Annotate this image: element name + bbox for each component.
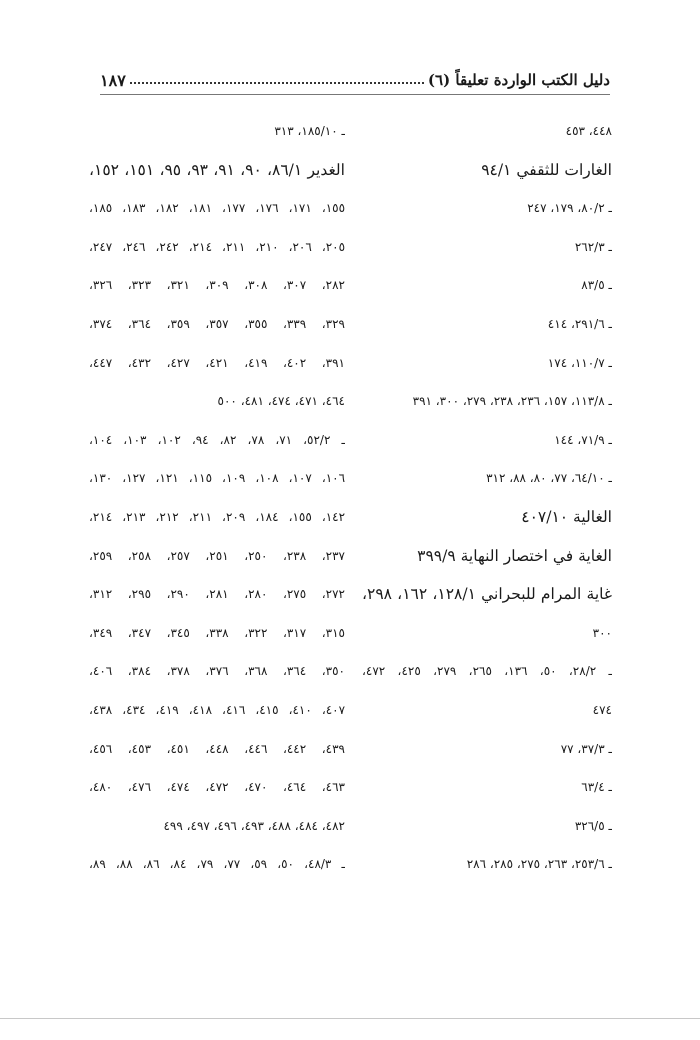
index-entry-line: ١٥٥، ١٧١، ١٧٦، ١٧٧، ١٨١، ١٨٢، ١٨٣، ١٨٥، bbox=[89, 201, 345, 216]
header-leader-dots bbox=[130, 81, 424, 84]
index-entry-line: ٣٩١، ٤٠٢، ٤١٩، ٤٢١، ٤٢٧، ٤٣٢، ٤٤٧، bbox=[89, 355, 345, 370]
index-entry-line: ـ ٨٣/٥ bbox=[581, 278, 612, 293]
index-entry-line: ٤٦٤، ٤٧١، ٤٧٤، ٤٨١، ٥٠٠ bbox=[217, 394, 345, 409]
index-entry-line: ـ ٢٦٢/٣ bbox=[574, 239, 612, 254]
index-entry-line: ـ ١١٣/٨، ١٥٧، ٢٣٦، ٢٣٨، ٢٧٩، ٣٠٠، ٣٩١ bbox=[412, 394, 612, 409]
index-entry-line: ٣١٥، ٣١٧، ٣٢٢، ٣٣٨، ٣٤٥، ٣٤٧، ٣٤٩، bbox=[89, 625, 345, 640]
index-entry-line: ـ ٦٣/٤ bbox=[581, 780, 612, 795]
index-entry-line: ٤٦٣، ٤٦٤، ٤٧٠، ٤٧٢، ٤٧٤، ٤٧٦، ٤٨٠، bbox=[89, 780, 345, 795]
index-entry-line: ـ ١١٠/٧، ١٧٤ bbox=[547, 355, 612, 370]
running-header bbox=[100, 60, 610, 95]
index-entry-line: ـ ٥٢/٢، ٧١، ٧٨، ٨٢، ٩٤، ١٠٢، ١٠٣، ١٠٤، bbox=[89, 432, 345, 447]
index-entry-line: ـ ٤٨/٣، ٥٠، ٥٩، ٧٧، ٧٩، ٨٤، ٨٦، ٨٨، ٨٩، bbox=[89, 857, 345, 872]
index-entry-line: الغارات للثقفي ٩٤/١ bbox=[481, 160, 612, 179]
index-entry-line: ـ ٣٧/٣، ٧٧ bbox=[560, 741, 612, 756]
index-entry-line: الغالية ٤٠٧/١٠ bbox=[521, 507, 612, 526]
index-entry-line: ـ ٧١/٩، ١٤٤ bbox=[554, 432, 612, 447]
index-entry-line: ٤٨٢، ٤٨٤، ٤٨٨، ٤٩٣، ٤٩٦، ٤٩٧، ٤٩٩ bbox=[163, 818, 345, 833]
index-entry-line: ٤٣٩، ٤٤٢، ٤٤٦، ٤٤٨، ٤٥١، ٤٥٣، ٤٥٦، bbox=[89, 741, 345, 756]
header-title: دليل الكتب الواردة تعليقاً (٦) bbox=[427, 71, 610, 89]
index-entry-line: الغاية في اختصار النهاية ٣٩٩/٩ bbox=[417, 546, 612, 565]
index-entry-line: ـ ١٨٥/١٠، ٣١٣ bbox=[274, 124, 345, 138]
index-entry-line: ٣٢٩، ٣٣٩، ٣٥٥، ٣٥٧، ٣٥٩، ٣٦٤، ٣٧٤، bbox=[89, 316, 345, 331]
index-entry-line: الغدير ٨٦/١، ٩٠، ٩١، ٩٣، ٩٥، ١٥١، ١٥٢، bbox=[89, 160, 345, 179]
index-entry-line: ـ ٣٢٦/٥ bbox=[574, 818, 612, 833]
index-entry-line: ـ ٨٠/٢، ١٧٩، ٢٤٧ bbox=[527, 201, 612, 216]
index-entry-line: ١٠٦، ١٠٧، ١٠٨، ١٠٩، ١١٥، ١٢١، ١٢٧، ١٣٠، bbox=[89, 471, 345, 486]
index-entry-line: ٤٧٤ bbox=[592, 702, 612, 717]
index-entry-line: ٢٧٢، ٢٧٥، ٢٨٠، ٢٨١، ٢٩٠، ٢٩٥، ٣١٢، bbox=[89, 587, 345, 602]
index-entry-line: ١٤٢، ١٥٥، ١٨٤، ٢٠٩، ٢١١، ٢١٢، ٢١٣، ٢١٤، bbox=[89, 509, 345, 524]
footer-rule bbox=[0, 1018, 700, 1019]
index-entry-line: ـ ٢٩١/٦، ٤١٤ bbox=[547, 316, 612, 331]
index-entry-line: ـ ٦٤/١٠، ٧٧، ٨٠، ٨٨، ٣١٢ bbox=[486, 471, 612, 486]
index-entry-line: ٤٠٧، ٤١٠، ٤١٥، ٤١٦، ٤١٨، ٤١٩، ٤٣٤، ٤٣٨، bbox=[89, 702, 345, 717]
index-entry-line: ـ ٢٥٣/٦، ٢٦٣، ٢٧٥، ٢٨٥، ٢٨٦ bbox=[466, 857, 612, 872]
index-entry-line: ـ ٢٨/٢، ٥٠، ١٣٦، ٢٦٥، ٢٧٩، ٤٢٥، ٤٧٢، bbox=[362, 664, 612, 679]
index-entry-line: ٢٠٥، ٢٠٦، ٢١٠، ٢١١، ٢١٤، ٢٤٢، ٢٤٦، ٢٤٧، bbox=[89, 239, 345, 254]
index-entry-line: غاية المرام للبحراني ١٢٨/١، ١٦٢، ٢٩٨، bbox=[362, 585, 612, 604]
index-entry-line: ٣٥٠، ٣٦٤، ٣٦٨، ٣٧٦، ٣٧٨، ٣٨٤، ٤٠٦، bbox=[89, 664, 345, 679]
index-column-left bbox=[89, 112, 345, 884]
index-entry-line: ٣٠٠ bbox=[592, 625, 612, 640]
index-entry-line: ٤٤٨، ٤٥٣ bbox=[565, 124, 612, 138]
index-column-right bbox=[362, 112, 612, 884]
index-entry-line: ٢٨٢، ٣٠٧، ٣٠٨، ٣٠٩، ٣٢١، ٣٢٣، ٣٢٦، bbox=[89, 278, 345, 293]
page-number: ١٨٧ bbox=[100, 71, 126, 90]
index-entry-line: ٢٣٧، ٢٣٨، ٢٥٠، ٢٥١، ٢٥٧، ٢٥٨، ٢٥٩، bbox=[89, 548, 345, 563]
